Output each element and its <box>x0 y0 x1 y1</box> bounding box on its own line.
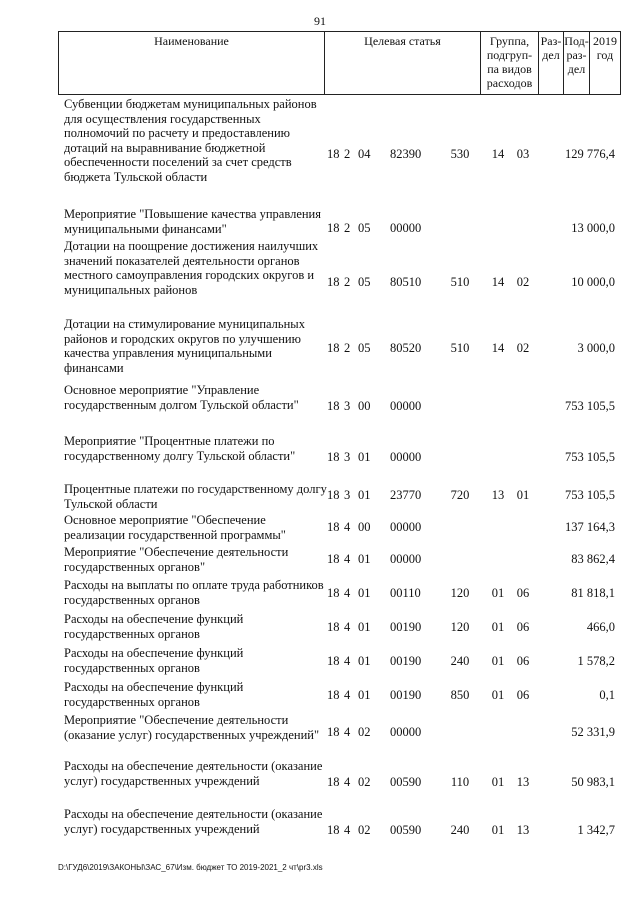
code-part-4: 80510 <box>390 275 422 289</box>
code-part-4: 23770 <box>390 488 422 502</box>
row-name: Основное мероприятие "Управление государственным долгом Тульской области" <box>64 383 299 412</box>
code-part-3: 01 <box>358 450 371 464</box>
code-part-2: 2 <box>344 147 351 161</box>
row-name: Мероприятие "Обеспечение деятельности (оказание услуг) государственных учреждений" <box>64 713 320 742</box>
code-part-4: 00190 <box>390 654 422 668</box>
code-part-1: 18 <box>327 688 340 702</box>
amount: 81 818,1 <box>571 586 615 600</box>
code-part-3: 02 <box>358 823 371 837</box>
row-name: Основное мероприятие "Обеспечение реализации государственной программы" <box>64 513 286 542</box>
code-part-1: 18 <box>327 450 340 464</box>
code-part-2: 2 <box>344 341 351 355</box>
code-part-4: 00190 <box>390 688 422 702</box>
code-part-4: 00110 <box>390 586 421 600</box>
code-part-2: 4 <box>344 654 351 668</box>
podrazdel-code: 03 <box>516 147 530 161</box>
row-name: Мероприятие "Обеспечение деятельности государственных органов" <box>64 545 289 574</box>
header-podrazdel: Под-раз-дел <box>564 32 590 94</box>
code-part-3: 04 <box>358 147 371 161</box>
code-part-3: 02 <box>358 725 371 739</box>
row-name: Процентные платежи по государственному долгу Тульской области <box>64 482 327 511</box>
code-part-3: 05 <box>358 341 371 355</box>
header-razdel: Раз-дел <box>539 32 564 94</box>
row-name: Расходы на обеспечение деятельности (оказание услуг) государственных учреждений <box>64 807 323 836</box>
code-part-3: 01 <box>358 688 371 702</box>
podrazdel-code: 02 <box>516 341 530 355</box>
code-part-2: 4 <box>344 552 351 566</box>
razdel-code: 13 <box>491 488 505 502</box>
group-code: 530 <box>450 147 470 161</box>
podrazdel-code: 06 <box>516 688 530 702</box>
razdel-code: 14 <box>491 275 505 289</box>
header-target: Целевая статья <box>325 32 481 94</box>
row-name: Расходы на обеспечение функций государственных органов <box>64 680 244 709</box>
row-name: Мероприятие "Процентные платежи по государственному долгу Тульской области" <box>64 434 296 463</box>
table-row <box>58 545 621 575</box>
group-code: 110 <box>450 775 470 789</box>
code-part-4: 00000 <box>390 450 422 464</box>
code-part-4: 00590 <box>390 775 422 789</box>
amount: 50 983,1 <box>571 775 615 789</box>
table-row <box>58 612 621 642</box>
amount: 129 776,4 <box>565 147 615 161</box>
amount: 137 164,3 <box>565 520 615 534</box>
code-part-2: 4 <box>344 823 351 837</box>
table-row <box>58 97 621 205</box>
header-group: Группа, подгруп-па видов расходов <box>481 32 539 94</box>
code-part-4: 00000 <box>390 399 422 413</box>
row-name: Дотации на стимулирование муниципальных районов и городских округов по улучшению качества управления муниципальными финансами <box>64 317 305 375</box>
header-name: Наименование <box>59 32 325 94</box>
razdel-code: 01 <box>491 620 505 634</box>
row-name: Мероприятие "Повышение качества управления муниципальными финансами" <box>64 207 321 236</box>
file-path-footer: D:\ГУД6\2019\ЗАКОНЫ\ЗАС_67\Изм. бюджет ТО 2019-2021_2 чт\pr3.xls <box>58 863 323 872</box>
group-code: 120 <box>450 620 470 634</box>
table-row <box>58 513 621 543</box>
code-part-1: 18 <box>327 488 340 502</box>
amount: 3 000,0 <box>577 341 615 355</box>
podrazdel-code: 06 <box>516 586 530 600</box>
amount: 753 105,5 <box>565 450 615 464</box>
amount: 52 331,9 <box>571 725 615 739</box>
code-part-1: 18 <box>327 775 340 789</box>
table-row <box>58 383 621 413</box>
podrazdel-code: 01 <box>516 488 530 502</box>
table-row <box>58 482 621 512</box>
code-part-1: 18 <box>327 275 340 289</box>
table-header <box>58 31 621 95</box>
amount: 83 862,4 <box>571 552 615 566</box>
code-part-3: 05 <box>358 221 371 235</box>
table-row <box>58 317 621 377</box>
code-part-1: 18 <box>327 654 340 668</box>
code-part-1: 18 <box>327 586 340 600</box>
razdel-code: 14 <box>491 341 505 355</box>
table-row <box>58 207 621 237</box>
table-row <box>58 807 621 837</box>
code-part-3: 01 <box>358 586 371 600</box>
code-part-3: 00 <box>358 399 371 413</box>
code-part-2: 4 <box>344 586 351 600</box>
code-part-1: 18 <box>327 341 340 355</box>
razdel-code: 01 <box>491 654 505 668</box>
table-row <box>58 759 621 789</box>
code-part-4: 82390 <box>390 147 422 161</box>
code-part-4: 00000 <box>390 725 422 739</box>
code-part-2: 2 <box>344 221 351 235</box>
row-name: Расходы на обеспечение деятельности (оказание услуг) государственных учреждений <box>64 759 323 788</box>
code-part-2: 4 <box>344 725 351 739</box>
row-name: Дотации на поощрение достижения наилучших значений показателей деятельности органов местного самоуправления городских округов и муниципальных районов <box>64 239 319 297</box>
code-part-1: 18 <box>327 552 340 566</box>
podrazdel-code: 02 <box>516 275 530 289</box>
group-code: 510 <box>450 341 470 355</box>
group-code: 510 <box>450 275 470 289</box>
code-part-2: 4 <box>344 620 351 634</box>
code-part-3: 05 <box>358 275 371 289</box>
code-part-2: 2 <box>344 275 351 289</box>
podrazdel-code: 06 <box>516 654 530 668</box>
table-row <box>58 239 621 313</box>
amount: 753 105,5 <box>565 488 615 502</box>
table-row <box>58 434 621 464</box>
code-part-2: 4 <box>344 520 351 534</box>
code-part-3: 01 <box>358 620 371 634</box>
razdel-code: 01 <box>491 586 505 600</box>
code-part-1: 18 <box>327 725 340 739</box>
code-part-3: 01 <box>358 552 371 566</box>
group-code: 240 <box>450 654 470 668</box>
code-part-4: 80520 <box>390 341 422 355</box>
row-name: Расходы на обеспечение функций государственных органов <box>64 612 244 641</box>
code-part-2: 3 <box>344 399 351 413</box>
amount: 10 000,0 <box>571 275 615 289</box>
table-row <box>58 680 621 710</box>
code-part-1: 18 <box>327 147 340 161</box>
code-part-1: 18 <box>327 221 340 235</box>
header-year: 2019 год <box>593 34 617 62</box>
razdel-code: 01 <box>491 775 505 789</box>
code-part-3: 01 <box>358 654 371 668</box>
amount: 1 578,2 <box>577 654 615 668</box>
razdel-code: 01 <box>491 823 505 837</box>
amount: 13 000,0 <box>571 221 615 235</box>
amount: 753 105,5 <box>565 399 615 413</box>
amount: 0,1 <box>599 688 615 702</box>
page-number: 91 <box>314 14 326 28</box>
code-part-1: 18 <box>327 823 340 837</box>
code-part-4: 00000 <box>390 520 422 534</box>
code-part-3: 01 <box>358 488 371 502</box>
razdel-code: 14 <box>491 147 505 161</box>
code-part-2: 4 <box>344 775 351 789</box>
code-part-4: 00190 <box>390 620 422 634</box>
code-part-4: 00000 <box>390 221 422 235</box>
row-name: Расходы на выплаты по оплате труда работников государственных органов <box>64 578 324 607</box>
group-code: 120 <box>450 586 470 600</box>
code-part-1: 18 <box>327 399 340 413</box>
podrazdel-code: 06 <box>516 620 530 634</box>
table-row <box>58 713 621 758</box>
row-name: Расходы на обеспечение функций государственных органов <box>64 646 244 675</box>
razdel-code: 01 <box>491 688 505 702</box>
code-part-3: 00 <box>358 520 371 534</box>
code-part-4: 00000 <box>390 552 422 566</box>
row-name: Субвенции бюджетам муниципальных районов для осуществления государственных полномочий по расчету и предоставлению дотаций на выравнивание бюджетной обеспеченности поселений за счет средств бюджета Тульской области <box>64 97 317 184</box>
code-part-2: 4 <box>344 688 351 702</box>
group-code: 850 <box>450 688 470 702</box>
table-row <box>58 646 621 676</box>
table-row <box>58 578 621 608</box>
code-part-1: 18 <box>327 520 340 534</box>
podrazdel-code: 13 <box>516 823 530 837</box>
podrazdel-code: 13 <box>516 775 530 789</box>
code-part-2: 3 <box>344 450 351 464</box>
code-part-4: 00590 <box>390 823 422 837</box>
group-code: 240 <box>450 823 470 837</box>
code-part-1: 18 <box>327 620 340 634</box>
code-part-2: 3 <box>344 488 351 502</box>
code-part-3: 02 <box>358 775 371 789</box>
amount: 466,0 <box>586 620 615 634</box>
group-code: 720 <box>450 488 470 502</box>
amount: 1 342,7 <box>577 823 615 837</box>
